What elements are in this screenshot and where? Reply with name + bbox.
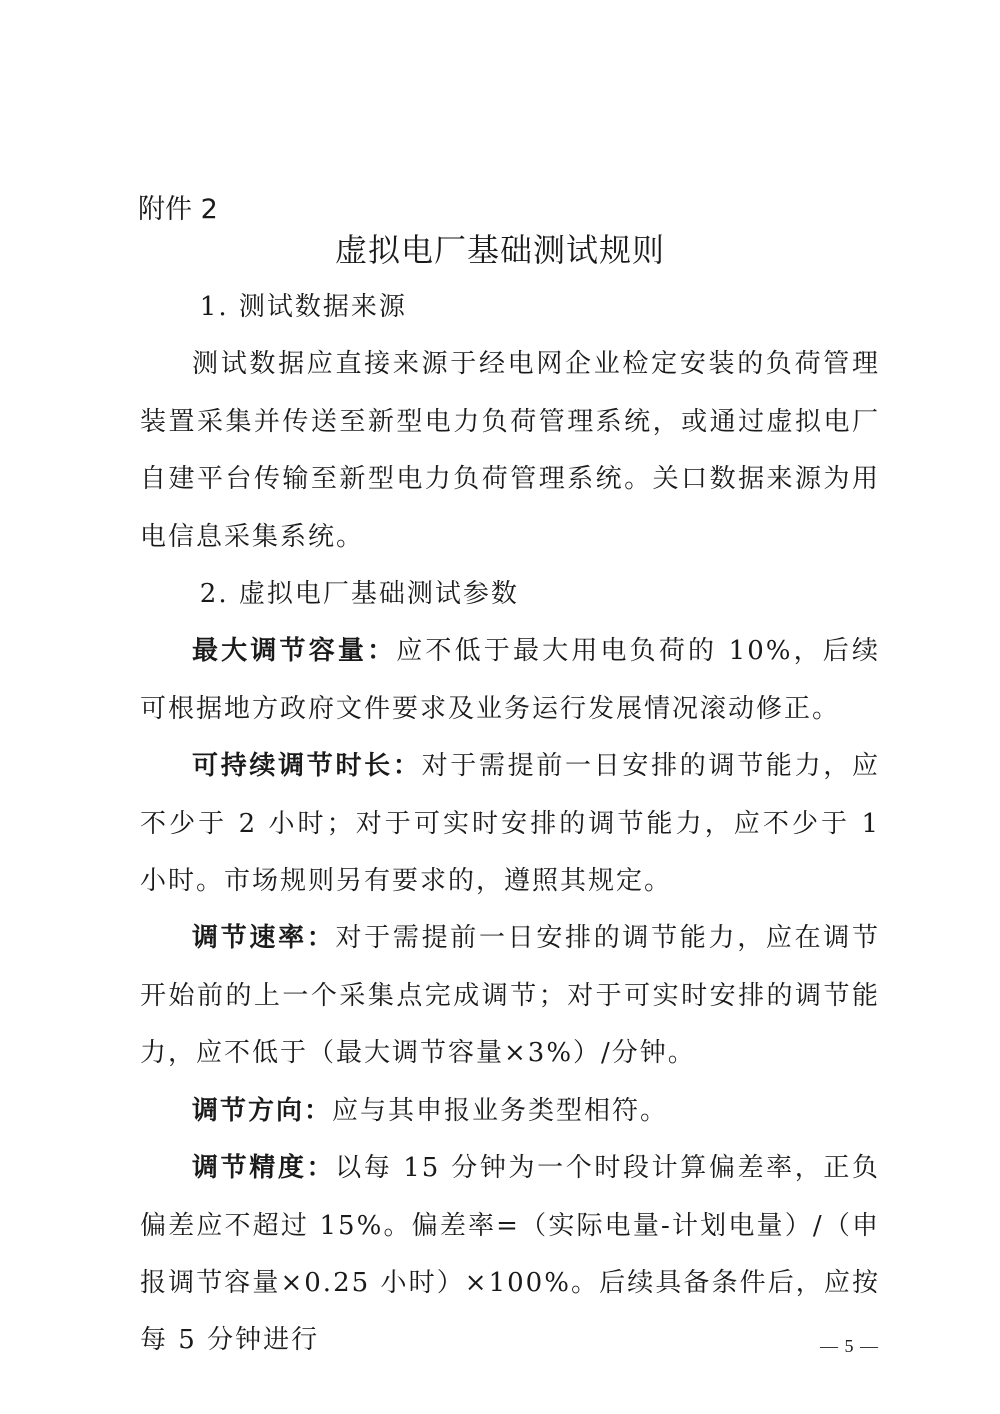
document-body [140,279,880,1370]
param-label: 最大调节容量： [192,636,397,667]
param-max-capacity [140,623,880,738]
param-text: 对于需提前一日安排的调节能力，应不少于 2 小时；对于可实时安排的调节能力，应不少于 1 小时。市场规则另有要求的，遵照其规定。 [140,751,880,897]
section-2-heading: 2. 虚拟电厂基础测试参数 [199,579,519,610]
param-text: 对于需提前一日安排的调节能力，应在调节开始前的上一个采集点完成调节；对于可实时安排的调节能力，应不低于（最大调节容量×3%）/分钟。 [140,923,880,1069]
document-title: 虚拟电厂基础测试规则 [334,231,665,269]
attachment-label: 附件 2 [138,194,218,225]
param-text: 应不低于最大用电负荷的 10%，后续可根据地方政府文件要求及业务运行发展情况滚动修正。 [140,636,880,724]
param-rate [140,910,880,1082]
param-label: 调节精度： [192,1153,336,1184]
param-text: 以每 15 分钟为一个时段计算偏差率，正负偏差应不超过 15%。偏差率=（实际电量-计划电量）/（申报调节容量×0.25 小时）×100%。后续具备条件后，应按每 5 分钟进行 [140,1153,880,1356]
section-1-heading: 1. 测试数据来源 [199,292,407,322]
param-text: 应与其申报业务类型相符。 [332,1095,669,1126]
param-direction [140,1083,880,1140]
page-number: — 5 — [820,1336,879,1356]
param-label: 调节方向： [192,1095,333,1126]
section-1-paragraph: 测试数据应直接来源于经电网企业检定安装的负荷管理装置采集并传送至新型电力负荷管理系统，或通过虚拟电厂自建平台传输至新型电力负荷管理系统。关口数据来源为用电信息采集系统。 [140,349,880,552]
param-duration [140,738,880,910]
param-accuracy [140,1140,880,1370]
param-label: 调节速率： [192,923,336,954]
param-label: 可持续调节时长： [192,751,422,782]
